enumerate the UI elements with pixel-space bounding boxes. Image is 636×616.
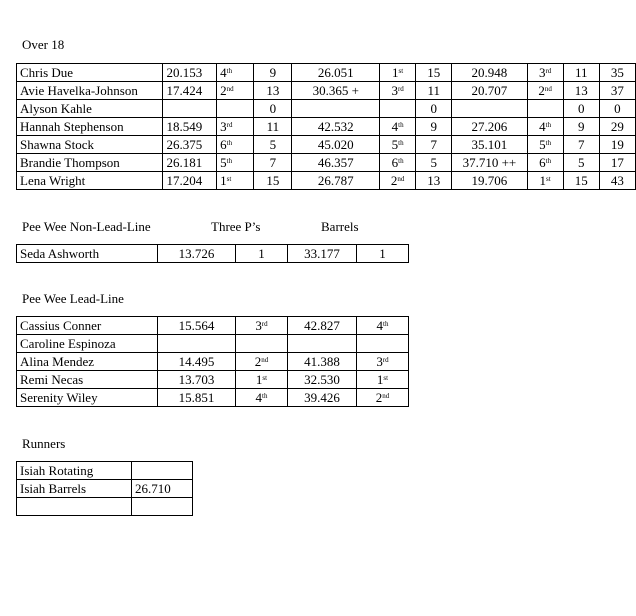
event3-place	[527, 172, 563, 190]
event1-place-number: 1	[255, 372, 263, 387]
contestant-name: Caroline Espinoza	[17, 335, 158, 353]
event2-points: 7	[416, 136, 452, 154]
event3-time: 35.101	[452, 136, 527, 154]
runner-time	[132, 498, 193, 516]
event2-place-number: 6	[391, 155, 399, 170]
section-title-over-18: Over 18	[22, 37, 65, 52]
event3-points: 11	[563, 64, 599, 82]
event3-time: 37.710 ++	[452, 154, 527, 172]
event1-time: 15.851	[158, 389, 236, 407]
event1-time: 26.375	[163, 136, 217, 154]
event1-points: 13	[254, 82, 292, 100]
contestant-name: Avie Havelka-Johnson	[17, 82, 163, 100]
event1-place-number: 6	[220, 137, 227, 152]
event1-place-number: 5	[220, 155, 227, 170]
peewee-lead-table	[16, 316, 409, 407]
event2-time	[292, 100, 380, 118]
event2-place-number: 4	[391, 119, 399, 134]
contestant-name: Lena Wright	[17, 172, 163, 190]
table-row	[17, 317, 409, 335]
total-points: 37	[599, 82, 635, 100]
event2-place	[380, 118, 416, 136]
event3-time: 20.707	[452, 82, 527, 100]
event2-place	[380, 100, 416, 118]
event1-place	[217, 154, 254, 172]
event2-points: 15	[416, 64, 452, 82]
event2-place-suffix: th	[398, 157, 404, 165]
event2-place	[357, 371, 409, 389]
event3-place-suffix: nd	[544, 85, 552, 93]
table-row	[17, 245, 409, 263]
contestant-name: Seda Ashworth	[17, 245, 158, 263]
event3-place	[527, 82, 563, 100]
event1-time: 17.204	[163, 172, 217, 190]
event1-place	[217, 82, 254, 100]
table-row	[17, 371, 409, 389]
contestant-name: Chris Due	[17, 64, 163, 82]
event3-place-number: 4	[539, 119, 546, 134]
event1-time	[158, 335, 236, 353]
contestant-name: Shawna Stock	[17, 136, 163, 154]
runner-time: 26.710	[132, 480, 193, 498]
event3-time	[452, 100, 527, 118]
event2-place-number: 2	[375, 390, 383, 405]
table-row	[17, 335, 409, 353]
event3-place-number: 2	[538, 83, 545, 98]
runner-name: Isiah Rotating	[17, 462, 132, 480]
contestant-name: Hannah Stephenson	[17, 118, 163, 136]
event2-place-suffix: th	[398, 139, 404, 147]
event2-points: 9	[416, 118, 452, 136]
runner-name	[17, 498, 132, 516]
event3-points: 7	[563, 136, 599, 154]
event1-place-suffix: st	[226, 175, 232, 183]
event2-place-number: 3	[376, 354, 383, 369]
event3-time: 20.948	[452, 64, 527, 82]
event1-place	[236, 371, 288, 389]
event1-place-number: 3	[255, 318, 262, 333]
event2-place-suffix: th	[398, 121, 404, 129]
event1-place	[217, 100, 254, 118]
event1-place-number: 2	[220, 83, 227, 98]
event3-points: 15	[563, 172, 599, 190]
event2-time	[288, 335, 357, 353]
event1-time: 13.703	[158, 371, 236, 389]
event2-place	[357, 335, 409, 353]
event3-place	[527, 154, 563, 172]
event1-place-suffix: nd	[226, 85, 234, 93]
event2-place	[380, 172, 416, 190]
event1-place	[217, 136, 254, 154]
event3-place-number: 6	[539, 155, 546, 170]
event2-place	[380, 82, 416, 100]
event2-points: 5	[416, 154, 452, 172]
event1-time: 20.153	[163, 64, 217, 82]
event2-time: 39.426	[288, 389, 357, 407]
event1-place-number: 4	[220, 65, 227, 80]
event3-place-number: 3	[538, 65, 546, 80]
peewee-nonlead-table	[16, 244, 409, 263]
table-row	[17, 389, 409, 407]
event2-place-number: 3	[391, 83, 398, 98]
table-row	[17, 136, 636, 154]
section-title-peewee-lead: Pee Wee Lead-Line	[22, 291, 124, 306]
event2-place-suffix: nd	[397, 175, 405, 183]
event2-place-number: 5	[391, 137, 399, 152]
event2-place-number: 2	[390, 173, 398, 188]
event1-place-suffix: th	[262, 392, 268, 400]
three-ps-time: 13.726	[158, 245, 236, 263]
event3-place-number: 1	[539, 173, 547, 188]
event1-place-suffix: nd	[261, 356, 269, 364]
event1-time	[163, 100, 217, 118]
event1-place-suffix: rd	[261, 320, 268, 328]
contestant-name: Cassius Conner	[17, 317, 158, 335]
event3-place-suffix: th	[545, 139, 552, 147]
contestant-name: Brandie Thompson	[17, 154, 163, 172]
total-points: 19	[599, 136, 635, 154]
event2-place-suffix: rd	[397, 85, 404, 93]
event1-points: 9	[254, 64, 292, 82]
event1-place	[217, 172, 254, 190]
event1-place	[236, 317, 288, 335]
event2-points: 13	[416, 172, 452, 190]
barrels-points: 1	[357, 245, 409, 263]
event1-place-suffix: th	[226, 67, 233, 75]
event3-time: 19.706	[452, 172, 527, 190]
event2-place-suffix: rd	[382, 356, 389, 364]
event3-place-suffix: rd	[545, 67, 552, 75]
event2-points: 11	[416, 82, 452, 100]
contestant-name: Remi Necas	[17, 371, 158, 389]
event2-place-number: 4	[376, 318, 384, 333]
table-row	[17, 118, 636, 136]
event2-time: 30.365 +	[292, 82, 380, 100]
contestant-name: Alina Mendez	[17, 353, 158, 371]
contestant-name: Alyson Kahle	[17, 100, 163, 118]
event3-place	[527, 118, 563, 136]
event1-points: 11	[254, 118, 292, 136]
event1-place	[217, 64, 254, 82]
event1-place	[236, 389, 288, 407]
event3-points: 9	[563, 118, 599, 136]
event1-time: 18.549	[163, 118, 217, 136]
event2-time: 45.020	[292, 136, 380, 154]
event2-place	[380, 136, 416, 154]
event2-place-suffix: st	[398, 67, 404, 75]
event1-place-number: 1	[220, 173, 227, 188]
table-row	[17, 480, 193, 498]
event1-place-number: 3	[220, 119, 227, 134]
event3-place-suffix: st	[546, 175, 551, 183]
event3-points: 13	[563, 82, 599, 100]
event2-time: 42.532	[292, 118, 380, 136]
event2-time: 41.388	[288, 353, 357, 371]
three-ps-points: 1	[236, 245, 288, 263]
column-header-barrels: Barrels	[321, 219, 359, 234]
event3-place-suffix: th	[545, 157, 552, 165]
contestant-name: Serenity Wiley	[17, 389, 158, 407]
event1-place-suffix: th	[226, 139, 233, 147]
total-points: 0	[599, 100, 635, 118]
event1-place-number: 2	[254, 354, 262, 369]
event2-place	[357, 317, 409, 335]
table-row	[17, 462, 193, 480]
event1-place-suffix: st	[262, 374, 268, 382]
event2-place-number: 1	[376, 372, 384, 387]
event2-time: 26.787	[292, 172, 380, 190]
event1-points: 15	[254, 172, 292, 190]
table-row	[17, 64, 636, 82]
event2-place-suffix: nd	[382, 392, 390, 400]
event1-place-number: 4	[255, 390, 263, 405]
table-row	[17, 498, 193, 516]
event3-place-number: 5	[539, 137, 546, 152]
event3-place	[527, 100, 563, 118]
runners-table	[16, 461, 193, 516]
event2-time: 26.051	[292, 64, 380, 82]
event1-points: 5	[254, 136, 292, 154]
event2-place	[357, 389, 409, 407]
event3-time: 27.206	[452, 118, 527, 136]
total-points: 17	[599, 154, 635, 172]
event1-time: 17.424	[163, 82, 217, 100]
event3-place	[527, 136, 563, 154]
total-points: 29	[599, 118, 635, 136]
event2-time: 32.530	[288, 371, 357, 389]
table-row	[17, 82, 636, 100]
event2-points: 0	[416, 100, 452, 118]
table-row	[17, 100, 636, 118]
event3-place	[527, 64, 563, 82]
event2-place-suffix: st	[383, 374, 389, 382]
barrels-time: 33.177	[288, 245, 357, 263]
over-18-table	[16, 63, 636, 190]
column-header-three-ps: Three P’s	[211, 219, 261, 234]
event1-place	[236, 353, 288, 371]
section-title-peewee-nonlead: Pee Wee Non-Lead-Line	[22, 219, 151, 234]
section-title-runners: Runners	[22, 436, 66, 451]
event3-points: 0	[563, 100, 599, 118]
event2-place-suffix: th	[383, 320, 389, 328]
event2-place	[380, 64, 416, 82]
event1-time: 14.495	[158, 353, 236, 371]
event1-place-suffix: th	[226, 157, 233, 165]
event2-place-number: 1	[392, 65, 399, 80]
event1-place	[236, 335, 288, 353]
event1-time: 26.181	[163, 154, 217, 172]
total-points: 43	[599, 172, 635, 190]
event2-time: 42.827	[288, 317, 357, 335]
table-row	[17, 353, 409, 371]
event3-points: 5	[563, 154, 599, 172]
event2-place	[357, 353, 409, 371]
event1-place-suffix: rd	[226, 121, 233, 129]
event2-place	[380, 154, 416, 172]
event3-place-suffix: th	[545, 121, 552, 129]
event2-time: 46.357	[292, 154, 380, 172]
total-points: 35	[599, 64, 635, 82]
runner-name: Isiah Barrels	[17, 480, 132, 498]
runner-time	[132, 462, 193, 480]
event1-place	[217, 118, 254, 136]
event1-time: 15.564	[158, 317, 236, 335]
table-row	[17, 154, 636, 172]
event1-points: 0	[254, 100, 292, 118]
event1-points: 7	[254, 154, 292, 172]
table-row	[17, 172, 636, 190]
